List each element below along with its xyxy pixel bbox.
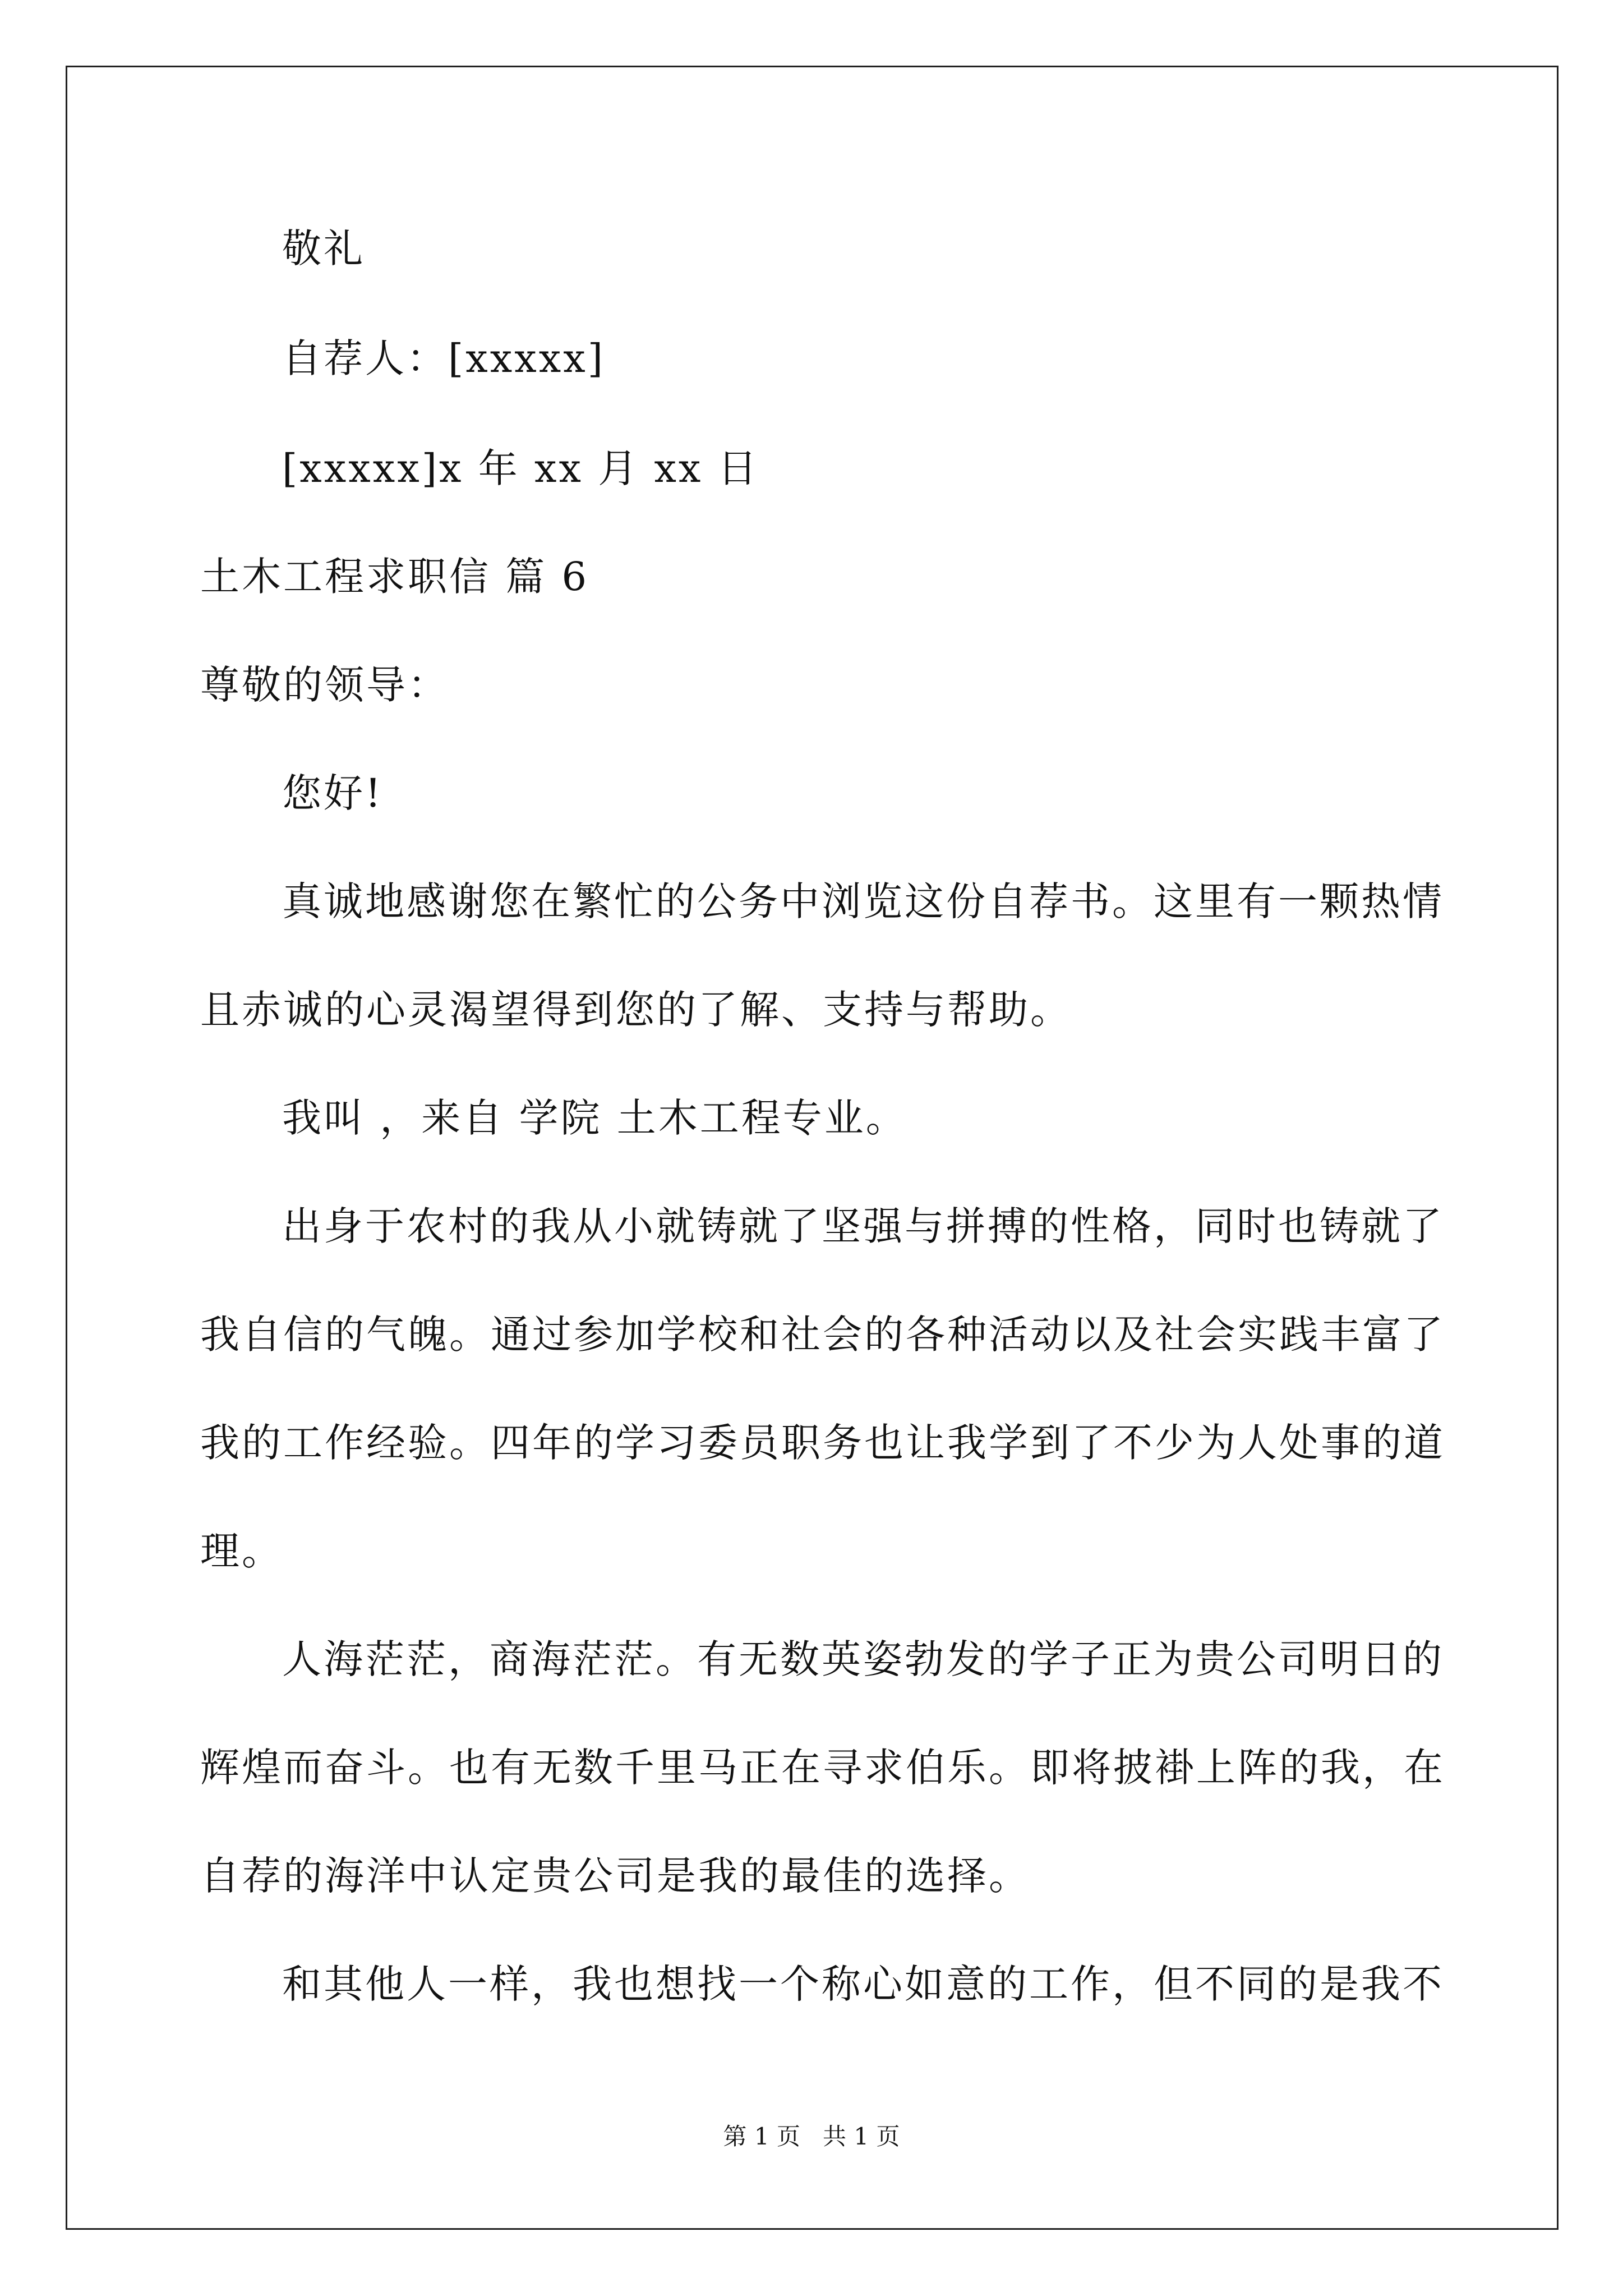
paragraph-line: 辉煌而奋斗。也有无数千里马正在寻求伯乐。即将披褂上阵的我，在 — [200, 1745, 1445, 1791]
paragraph-line: 我的工作经验。四年的学习委员职务也让我学到了不少为人处事的道 — [200, 1420, 1445, 1466]
paragraph-line: 真诚地感谢您在繁忙的公务中浏览这份自荐书。这里有一颗热情 — [282, 878, 1444, 924]
letter-closing: 敬礼 — [282, 226, 365, 272]
paragraph-line: 人海茫茫，商海茫茫。有无数英姿勃发的学子正为贵公司明日的 — [282, 1636, 1444, 1682]
greeting: 您好! — [282, 770, 384, 816]
paragraph-line: 我自信的气魄。通过参加学校和社会的各种活动以及社会实践丰富了 — [200, 1312, 1445, 1358]
paragraph-line: 我叫 ，来自 学院 土木工程专业。 — [282, 1095, 907, 1141]
section-title: 土木工程求职信 篇 6 — [200, 554, 589, 600]
paragraph-line: 和其他人一样，我也想找一个称心如意的工作，但不同的是我不 — [282, 1961, 1444, 2007]
page-number: 第 1 页 共 1 页 — [723, 2123, 900, 2150]
paragraph-line: 且赤诚的心灵渴望得到您的了解、支持与帮助。 — [200, 987, 1072, 1033]
letter-signature: 自荐人：[xxxxx] — [282, 335, 606, 381]
letter-date: [xxxxx]x 年 xx 月 xx 日 — [282, 445, 759, 491]
paragraph-line: 自荐的海洋中认定贵公司是我的最佳的选择。 — [200, 1853, 1030, 1899]
paragraph-line: 理。 — [200, 1528, 283, 1574]
paragraph-line: 出身于农村的我从小就铸就了坚强与拼搏的性格，同时也铸就了 — [282, 1203, 1444, 1249]
page-border — [66, 66, 1559, 2230]
salutation: 尊敬的领导： — [200, 662, 449, 708]
